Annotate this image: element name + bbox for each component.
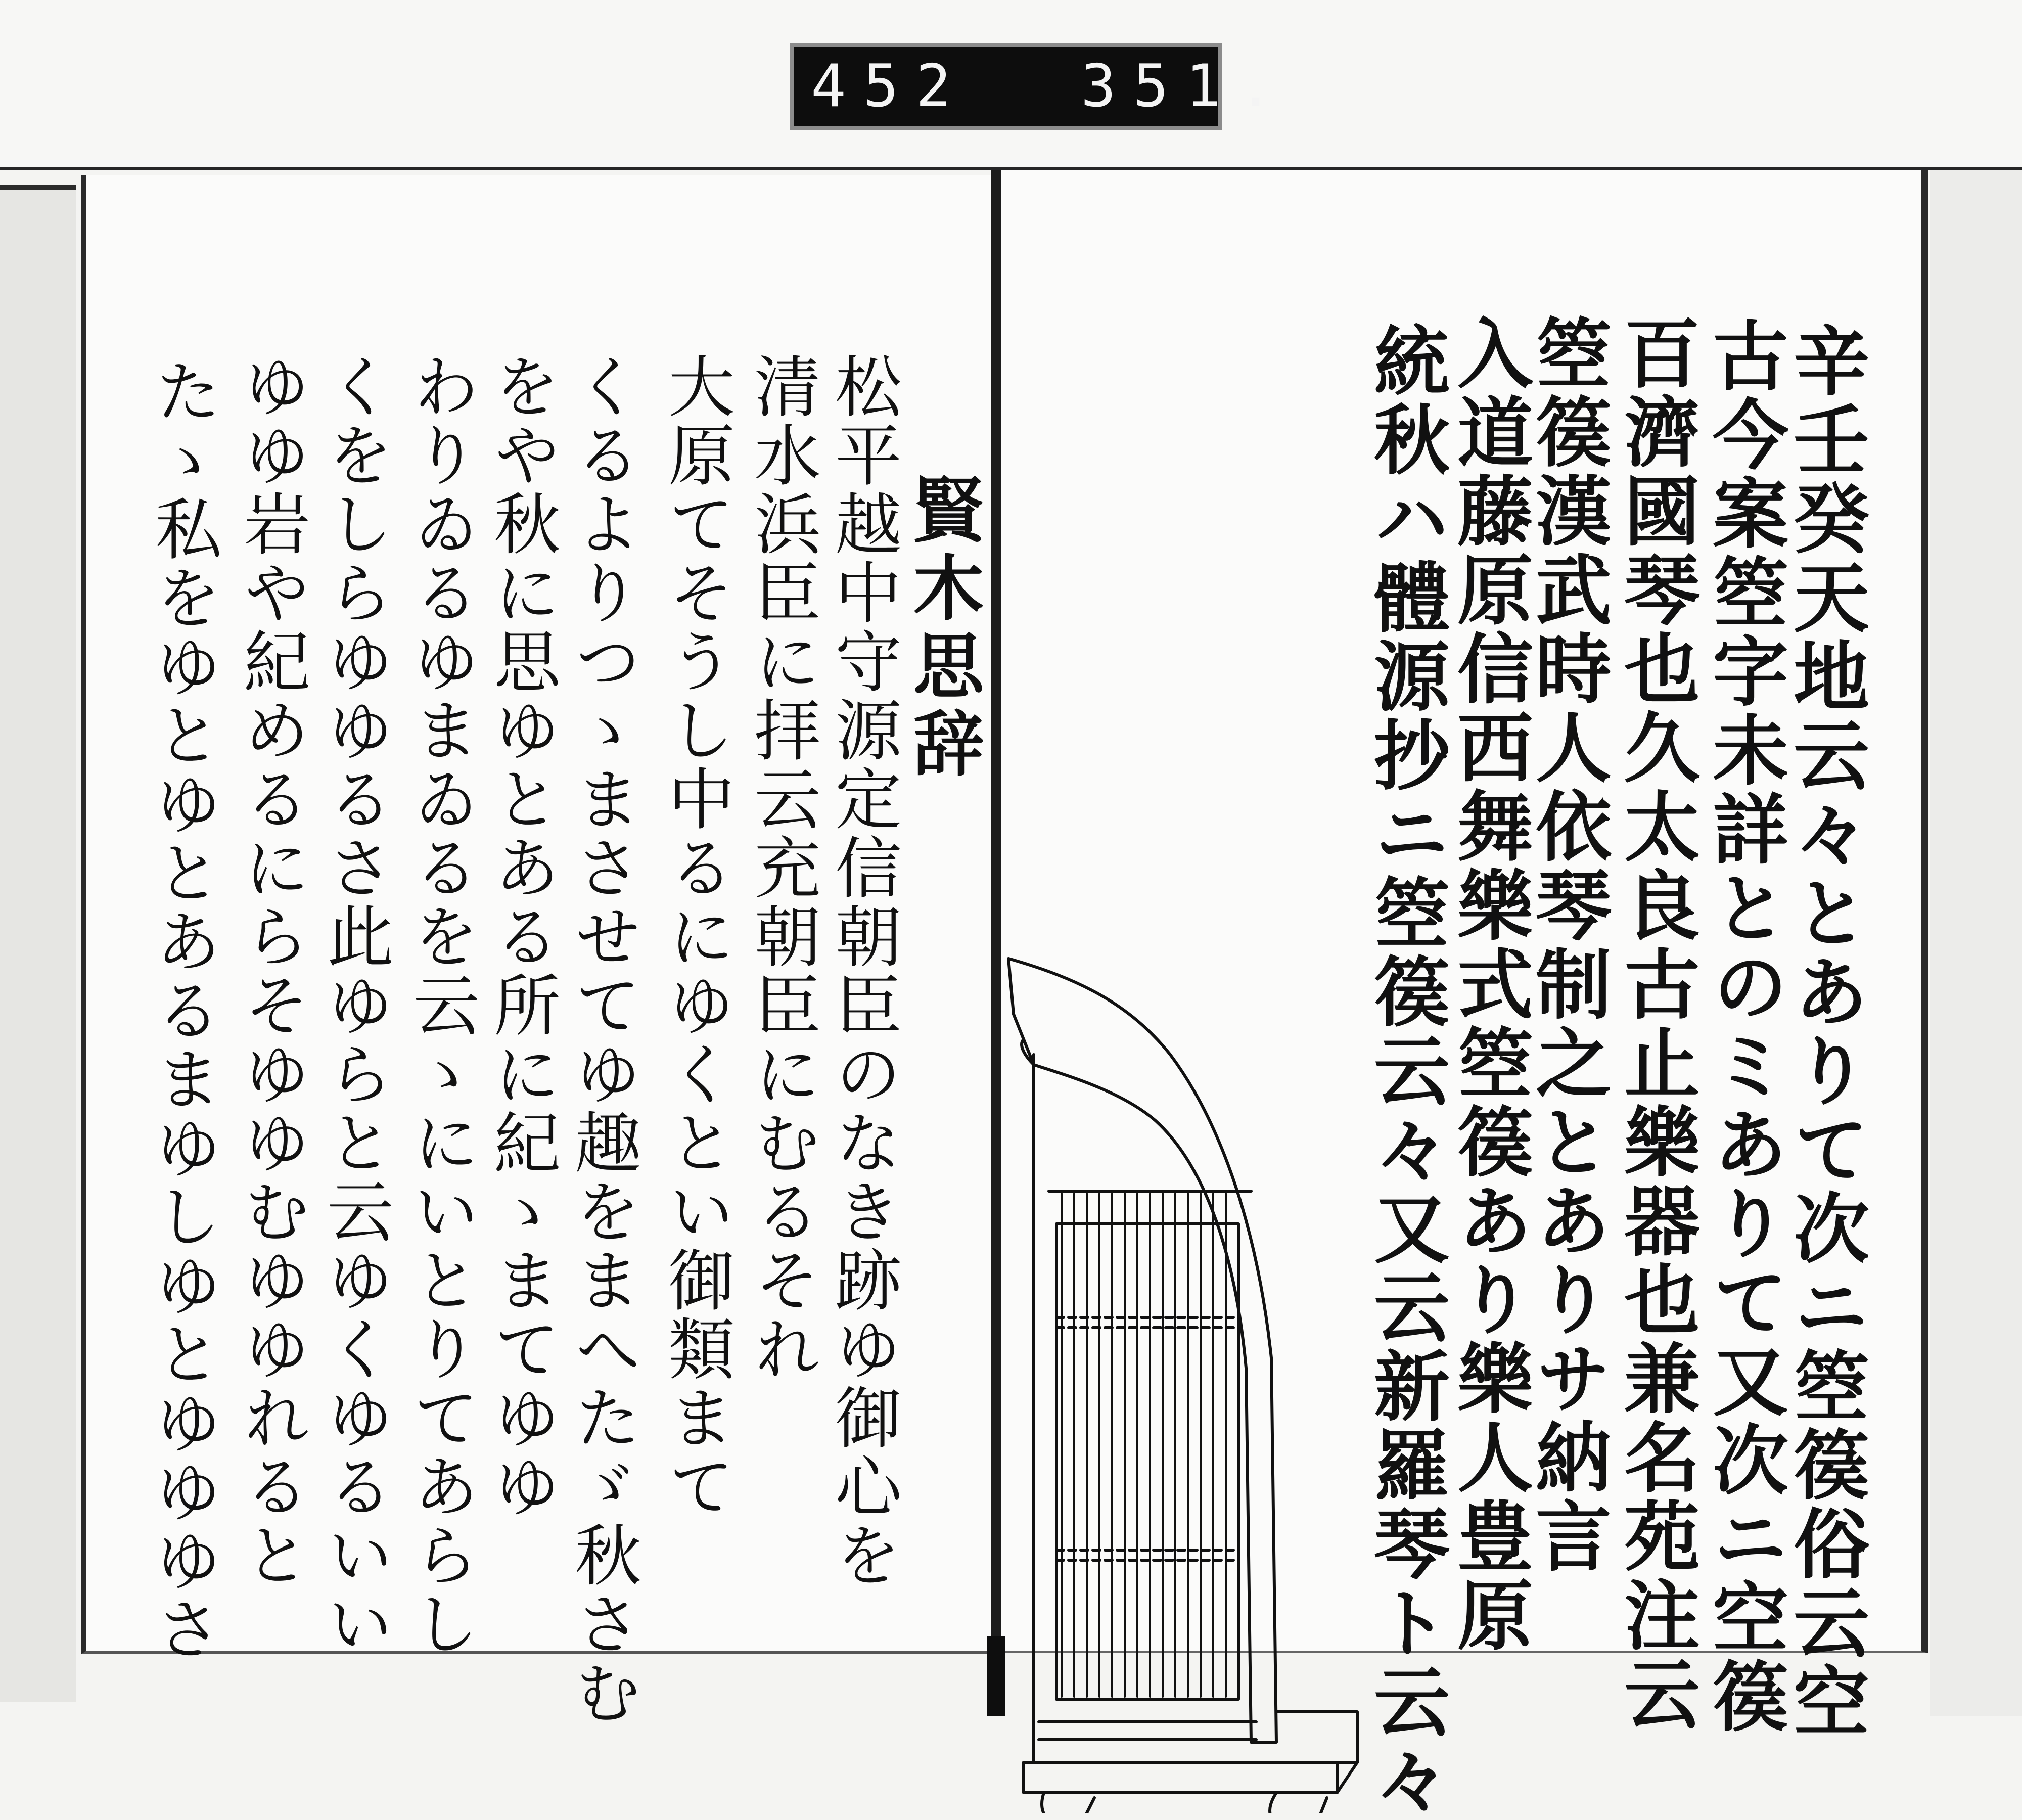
archive-number-left: 452 [811,52,969,120]
left-page-edge [0,185,76,1702]
right-line-2: 古今案箜字未詳とのミありて又次ニ空篌 [1699,316,1788,1736]
left-line-6: わりゐるゆまゐるを云ゝにいとりてあらし [401,352,479,1658]
archive-header [0,0,2022,167]
right-line-3: 百濟國琴也久太良古止樂器也兼名苑注云 [1611,314,1700,1734]
archive-number-right: 351. [1081,52,1291,120]
left-line-7: くをしらゆゆるさ此ゆらと云ゆくゆるいい [315,352,393,1658]
left-line-3: 大原てそうし中るにゆくとい御類まて [657,352,734,1521]
archive-number-plate [790,43,1291,130]
left-line-9: たゝ私をゆとゆとあるまゆしゆとゆゆゆさ [144,357,221,1663]
right-line-6: 統秋ハ體源抄ニ箜篌云々又云新羅琴ト云々 [1361,322,1450,1820]
right-line-4: 箜篌漢武時人依琴制之とありサ納言 [1523,314,1612,1576]
book-gutter [991,170,1001,1716]
right-page-edge [1930,170,2022,1716]
left-line-8: ゆゆ岩や紀めるにらそゆゆむゆゆれると [232,352,310,1589]
left-line-1: 松平越中守源定信朝臣のなき跡ゆ御心を [823,352,901,1589]
right-line-1: 辛壬癸天地云々とありて次ニ箜篌俗云空 [1780,322,1869,1741]
right-line-5: 入道藤原信西舞樂式箜篌あり樂人豊原 [1444,314,1533,1655]
left-line-5: をや秋に思ゆとある所に紀ゝまてゆゆ [482,352,560,1521]
left-line-4: くるよりつゝまさせてゆ趣をまへたゞ秋さむ [563,352,641,1727]
kugo-harp-illustration [1003,953,1428,1813]
gutter-binding [987,1636,1005,1716]
open-book [0,170,2022,1820]
left-page-title: 賢木思辞 [901,473,984,785]
left-line-2: 清水浜臣に拝云充朝臣にむるそれ [743,352,820,1383]
